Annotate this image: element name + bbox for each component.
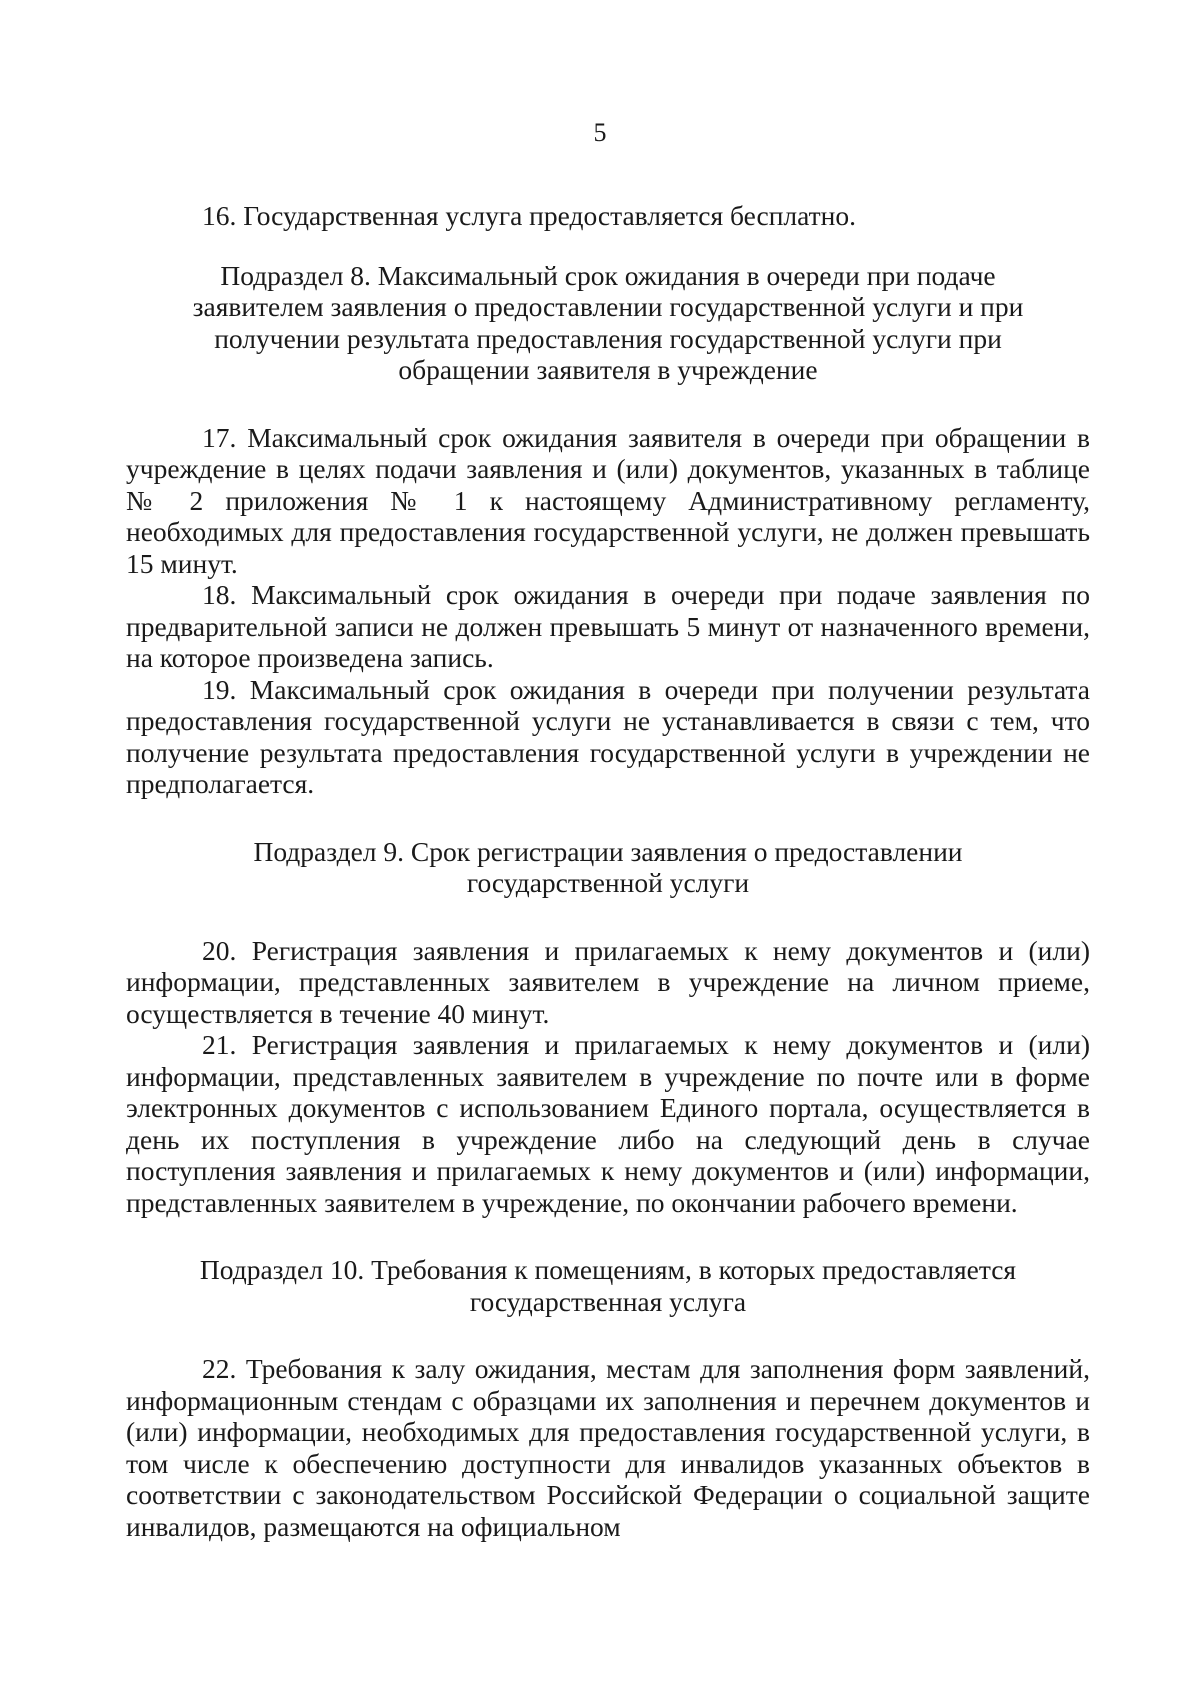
page-number: 5 [593,118,607,147]
paragraph-22: 22. Требования к залу ожидания, местам для заполнения форм заявлений, информационным стендам с образцами их заполнения и перечнем документов и (или) информации, необходимых для предоставления государственной услуги, в том числе к обеспечению доступности для инвалидов указанных объектов в соответствии с законодательством Российской Федерации о социальной защите инвалидов, размещаются на официальном [126,1353,1090,1542]
paragraph-20: 20. Регистрация заявления и прилагаемых к нему документов и (или) информации, представленных заявителем в учреждение на личном приеме, осуществляется в течение 40 минут. [126,934,1090,1029]
subsection-9-heading: Подраздел 9. Срок регистрации заявления о предоставлении государственной услуги [253,835,963,898]
subsection-10-heading: Подраздел 10. Требования к помещениям, в которых предоставляется государственная услуга [199,1254,1017,1317]
paragraph-21: 21. Регистрация заявления и прилагаемых к нему документов и (или) информации, представленных заявителем в учреждение по почте или в форме электронных документов с использованием Единого портала, осуществляется в день их поступления в учреждение либо на следующий день в случае поступления заявления и прилагаемых к нему документов и (или) информации, представленных заявителем в учреждение, по окончании рабочего времени. [126,1029,1090,1218]
subsection-8-heading: Подраздел 8. Максимальный срок ожидания в очереди при подаче заявителем заявления о предоставлении государственной услуги и при получении результата предоставления государственной услуги при обращении заявителя в учреждение [192,259,1024,385]
document-body [126,200,1090,1542]
paragraph-16: 16. Государственная услуга предоставляется бесплатно. [202,200,856,231]
paragraph-19: 19. Максимальный срок ожидания в очереди при получении результата предоставления государственной услуги не устанавливается в связи с тем, что получение результата предоставления государственной услуги в учреждении не предполагается. [126,673,1090,799]
paragraph-18: 18. Максимальный срок ожидания в очереди при подаче заявления по предварительной записи не должен превышать 5 минут от назначенного времени, на которое произведена запись. [126,579,1090,673]
paragraph-17: 17. Максимальный срок ожидания заявителя в очереди при обращении в учреждение в целях подачи заявления и (или) документов, указанных в таблице № 2 приложения № 1 к настоящему Административному регламенту, необходимых для предоставления государственной услуги, не должен превышать 15 минут. [126,421,1090,579]
